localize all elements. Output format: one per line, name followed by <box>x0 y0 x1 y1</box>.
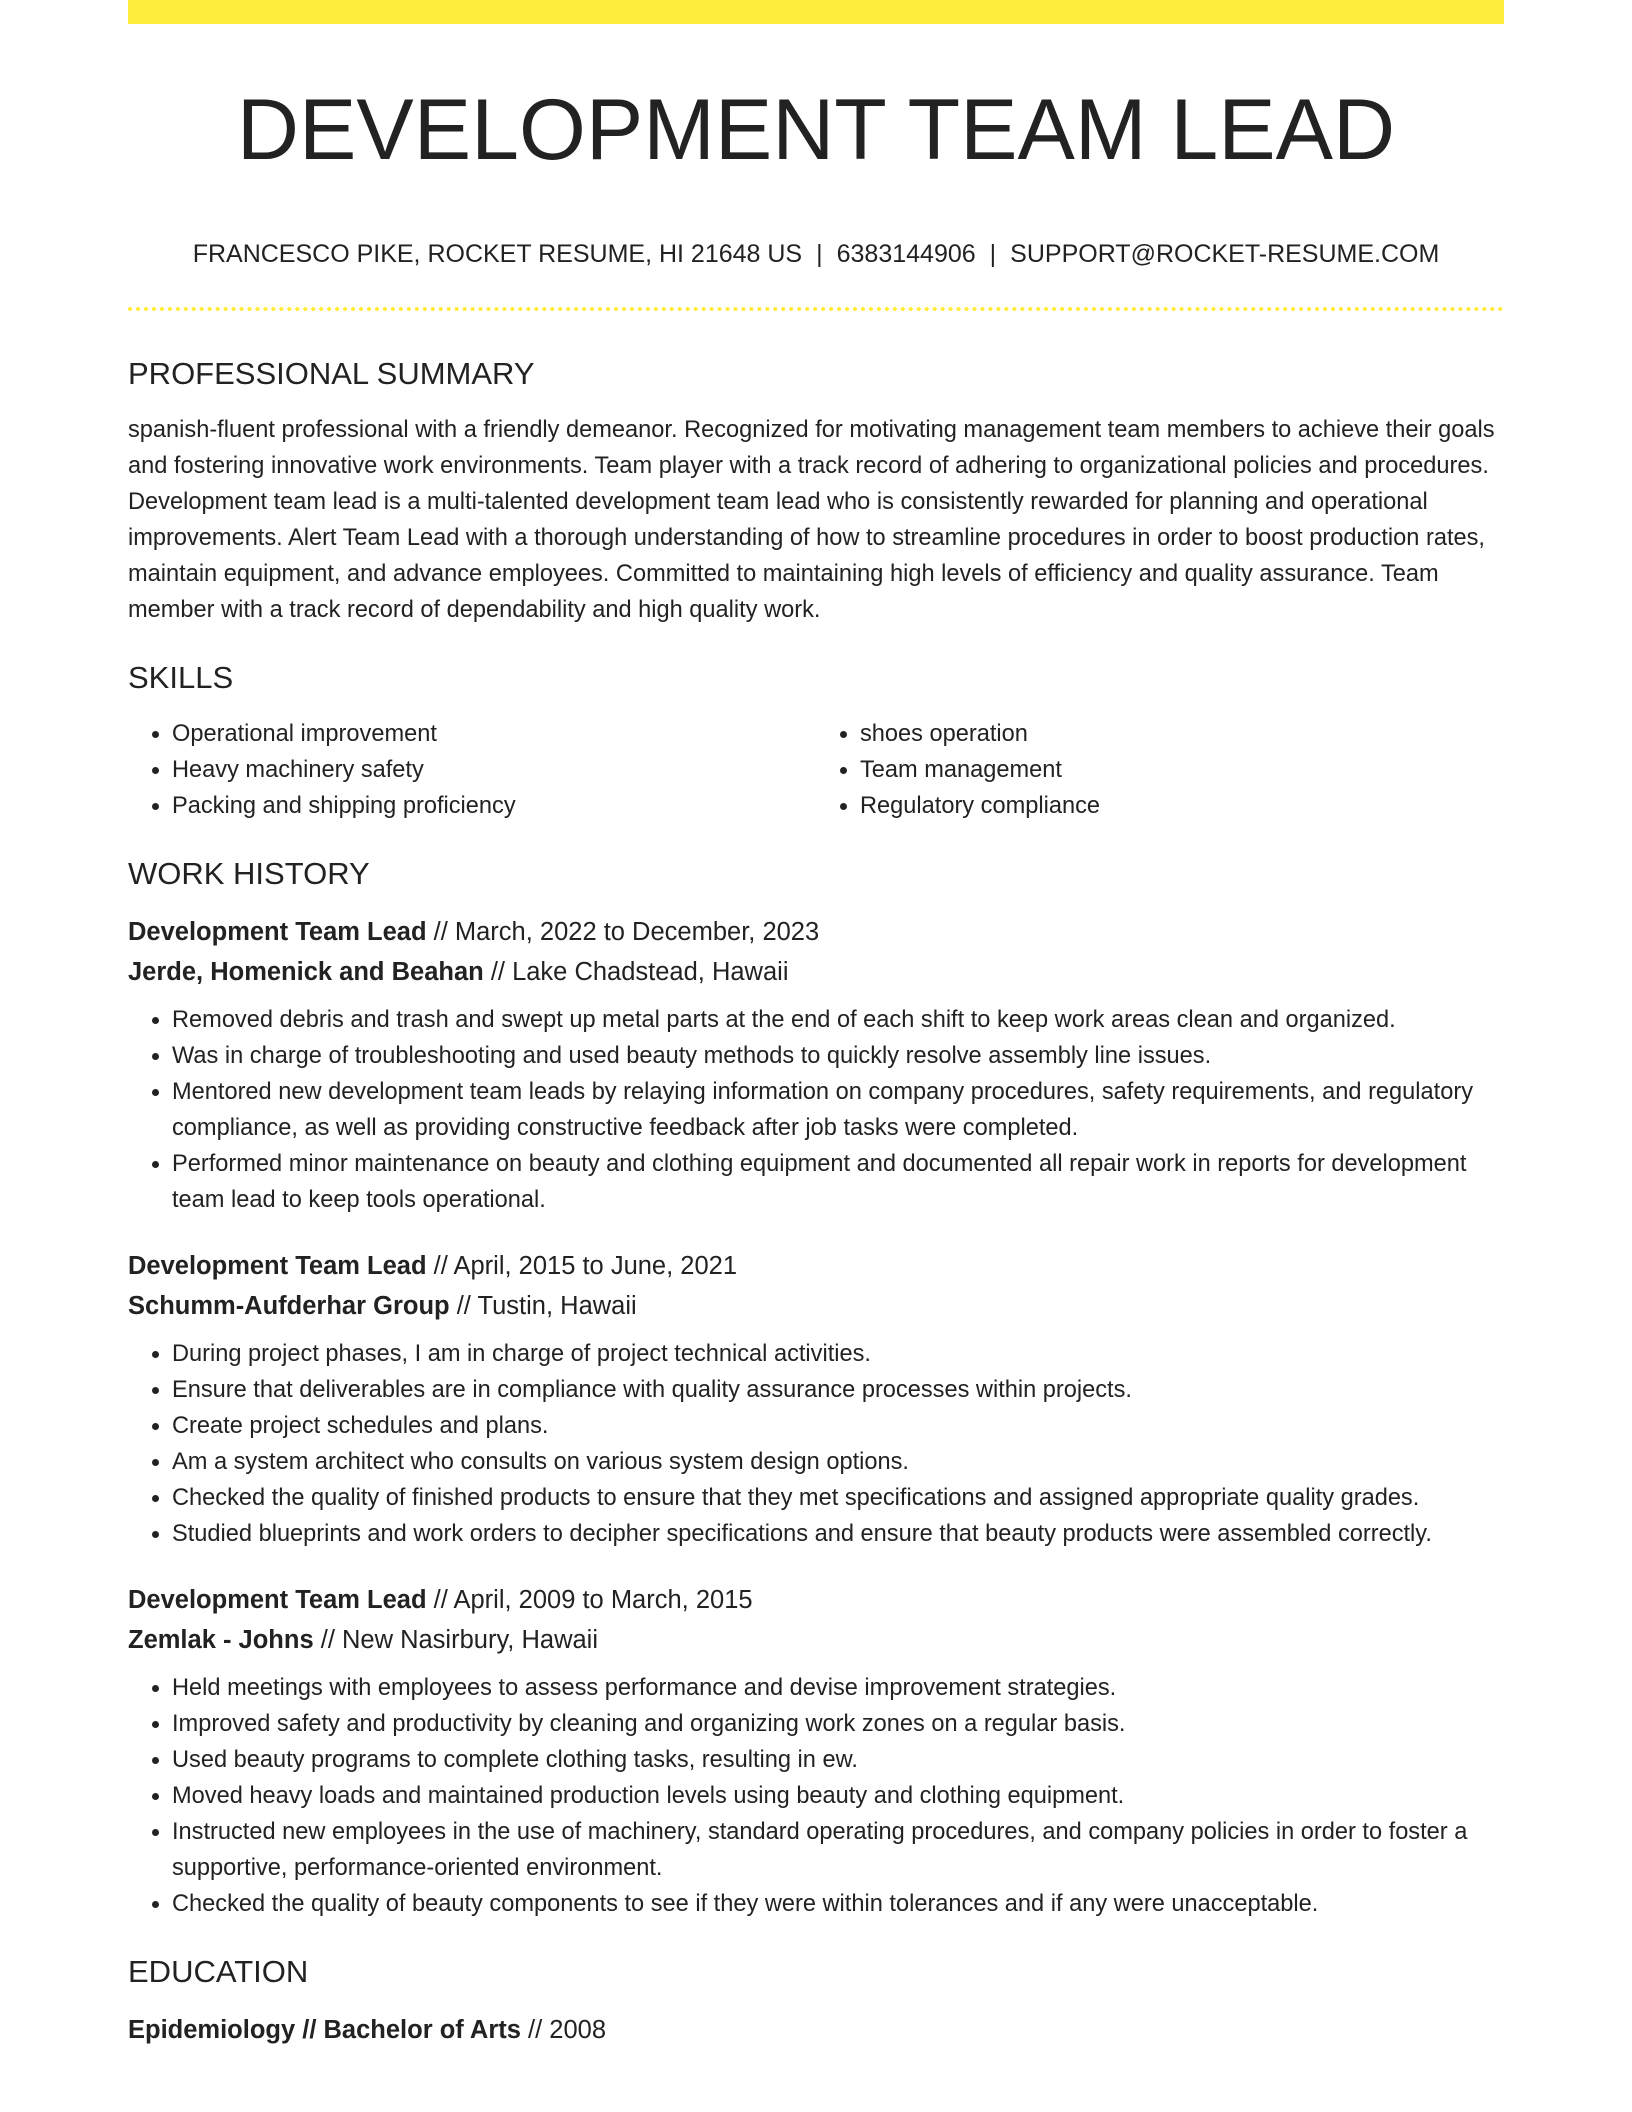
job-company: Jerde, Homenick and Beahan <box>128 958 484 986</box>
job-bullet: • Checked the quality of beauty components to see if they were within tolerances and if any were unacceptable. <box>172 1886 1504 1922</box>
job-title: Development Team Lead <box>128 1586 427 1614</box>
job-dates: // March, 2022 to December, 2023 <box>433 918 820 946</box>
skill-item: • Heavy machinery safety <box>172 752 816 788</box>
job-title-line <box>128 1580 1504 1620</box>
resume-content <box>128 352 1504 2050</box>
job-company-line <box>128 1620 1504 1660</box>
education-year: // 2008 <box>528 2016 607 2044</box>
contact-separator: | <box>989 240 997 268</box>
job-company: Zemlak - Johns <box>128 1626 314 1654</box>
job-bullet: • Held meetings with employees to assess performance and devise improvement strategies. <box>172 1670 1504 1706</box>
job-bullets <box>128 1002 1504 1218</box>
job-bullet: • Removed debris and trash and swept up metal parts at the end of each shift to keep work areas clean and organized. <box>172 1002 1504 1038</box>
contact-separator: | <box>816 240 823 268</box>
job-bullet: • Ensure that deliverables are in compliance with quality assurance processes within projects. <box>172 1372 1504 1408</box>
skills-list-right <box>816 716 1504 824</box>
job-bullet: • Checked the quality of finished products to ensure that they met specifications and assigned appropriate quality grades. <box>172 1480 1504 1516</box>
dotted-divider <box>128 307 1504 311</box>
job-bullets <box>128 1336 1504 1552</box>
job-location: // Lake Chadstead, Hawaii <box>490 958 789 986</box>
job-title: Development Team Lead <box>128 918 427 946</box>
contact-phone[interactable]: 6383144906 <box>836 240 976 268</box>
summary-heading: PROFESSIONAL SUMMARY <box>128 356 535 391</box>
job-bullet: • Was in charge of troubleshooting and used beauty methods to quickly resolve assembly line issues. <box>172 1038 1504 1074</box>
job-location: // New Nasirbury, Hawaii <box>320 1626 598 1654</box>
job-location: // Tustin, Hawaii <box>456 1292 637 1320</box>
page-title: DEVELOPMENT TEAM LEAD <box>236 82 1396 178</box>
skills-heading: SKILLS <box>128 660 234 695</box>
job-bullet: • During project phases, I am in charge of project technical activities. <box>172 1336 1504 1372</box>
contact-address: FRANCESCO PIKE, ROCKET RESUME, HI 21648 US <box>192 240 803 268</box>
job-bullet: • Create project schedules and plans. <box>172 1408 1504 1444</box>
job-company: Schumm-Aufderhar Group <box>128 1292 450 1320</box>
job-bullet: • Studied blueprints and work orders to decipher specifications and ensure that beauty products were assembled correctly. <box>172 1516 1504 1552</box>
job-title-line <box>128 1246 1504 1286</box>
education-line <box>128 2010 1504 2050</box>
job-company-line <box>128 1286 1504 1326</box>
job-entry <box>128 1580 1504 1922</box>
skill-item: • Team management <box>860 752 1504 788</box>
skill-item: • Operational improvement <box>172 716 816 752</box>
job-bullet: • Instructed new employees in the use of machinery, standard operating procedures, and company policies in order to foster a supportive, performance-oriented environment. <box>172 1814 1504 1886</box>
job-bullet: • Moved heavy loads and maintained production levels using beauty and clothing equipment. <box>172 1778 1504 1814</box>
work-history-heading: WORK HISTORY <box>128 856 370 891</box>
skills-list-left <box>128 716 816 824</box>
job-bullet: • Used beauty programs to complete clothing tasks, resulting in ew. <box>172 1742 1504 1778</box>
skill-item: • Packing and shipping proficiency <box>172 788 816 824</box>
job-entry <box>128 1246 1504 1552</box>
job-dates: // April, 2015 to June, 2021 <box>433 1252 738 1280</box>
job-bullet: • Improved safety and productivity by cleaning and organizing work zones on a regular basis. <box>172 1706 1504 1742</box>
accent-top-bar <box>128 0 1504 24</box>
skills-columns <box>128 716 1504 824</box>
job-title: Development Team Lead <box>128 1252 427 1280</box>
skills-section <box>128 656 1504 824</box>
job-bullet: • Mentored new development team leads by relaying information on company procedures, safety requirements, and regulatory compliance, as well as providing constructive feedback after job tasks were completed. <box>172 1074 1504 1146</box>
job-bullet: • Performed minor maintenance on beauty and clothing equipment and documented all repair work in reports for development team lead to keep tools operational. <box>172 1146 1504 1218</box>
skill-item: • Regulatory compliance <box>860 788 1504 824</box>
education-degree: Epidemiology // Bachelor of Arts <box>128 2016 521 2044</box>
job-bullet: • Am a system architect who consults on various system design options. <box>172 1444 1504 1480</box>
job-dates: // April, 2009 to March, 2015 <box>433 1586 753 1614</box>
education-section <box>128 1950 1504 2050</box>
job-title-line <box>128 912 1504 952</box>
job-company-line <box>128 952 1504 992</box>
job-entry <box>128 912 1504 1218</box>
job-bullets <box>128 1670 1504 1922</box>
skill-item: • shoes operation <box>860 716 1504 752</box>
summary-text: spanish-fluent professional with a friendly demeanor. Recognized for motivating management team members to achieve their goals and fostering innovative work environments. Team player with a track record of adhering to organizational policies and procedures. Development team lead is a multi-talented development team lead who is consistently rewarded for planning and operational improvements. Alert Team Lead with a thorough understanding of how to streamline procedures in order to boost production rates, maintain equipment, and advance employees. Committed to maintaining high levels of efficiency and quality assurance. Team member with a track record of dependability and high quality work. <box>128 417 1495 623</box>
contact-line <box>128 236 1504 272</box>
work-history-section <box>128 852 1504 1922</box>
summary-section <box>128 352 1504 628</box>
education-heading: EDUCATION <box>128 1954 309 1989</box>
contact-email[interactable]: SUPPORT@ROCKET-RESUME.COM <box>1010 240 1440 268</box>
